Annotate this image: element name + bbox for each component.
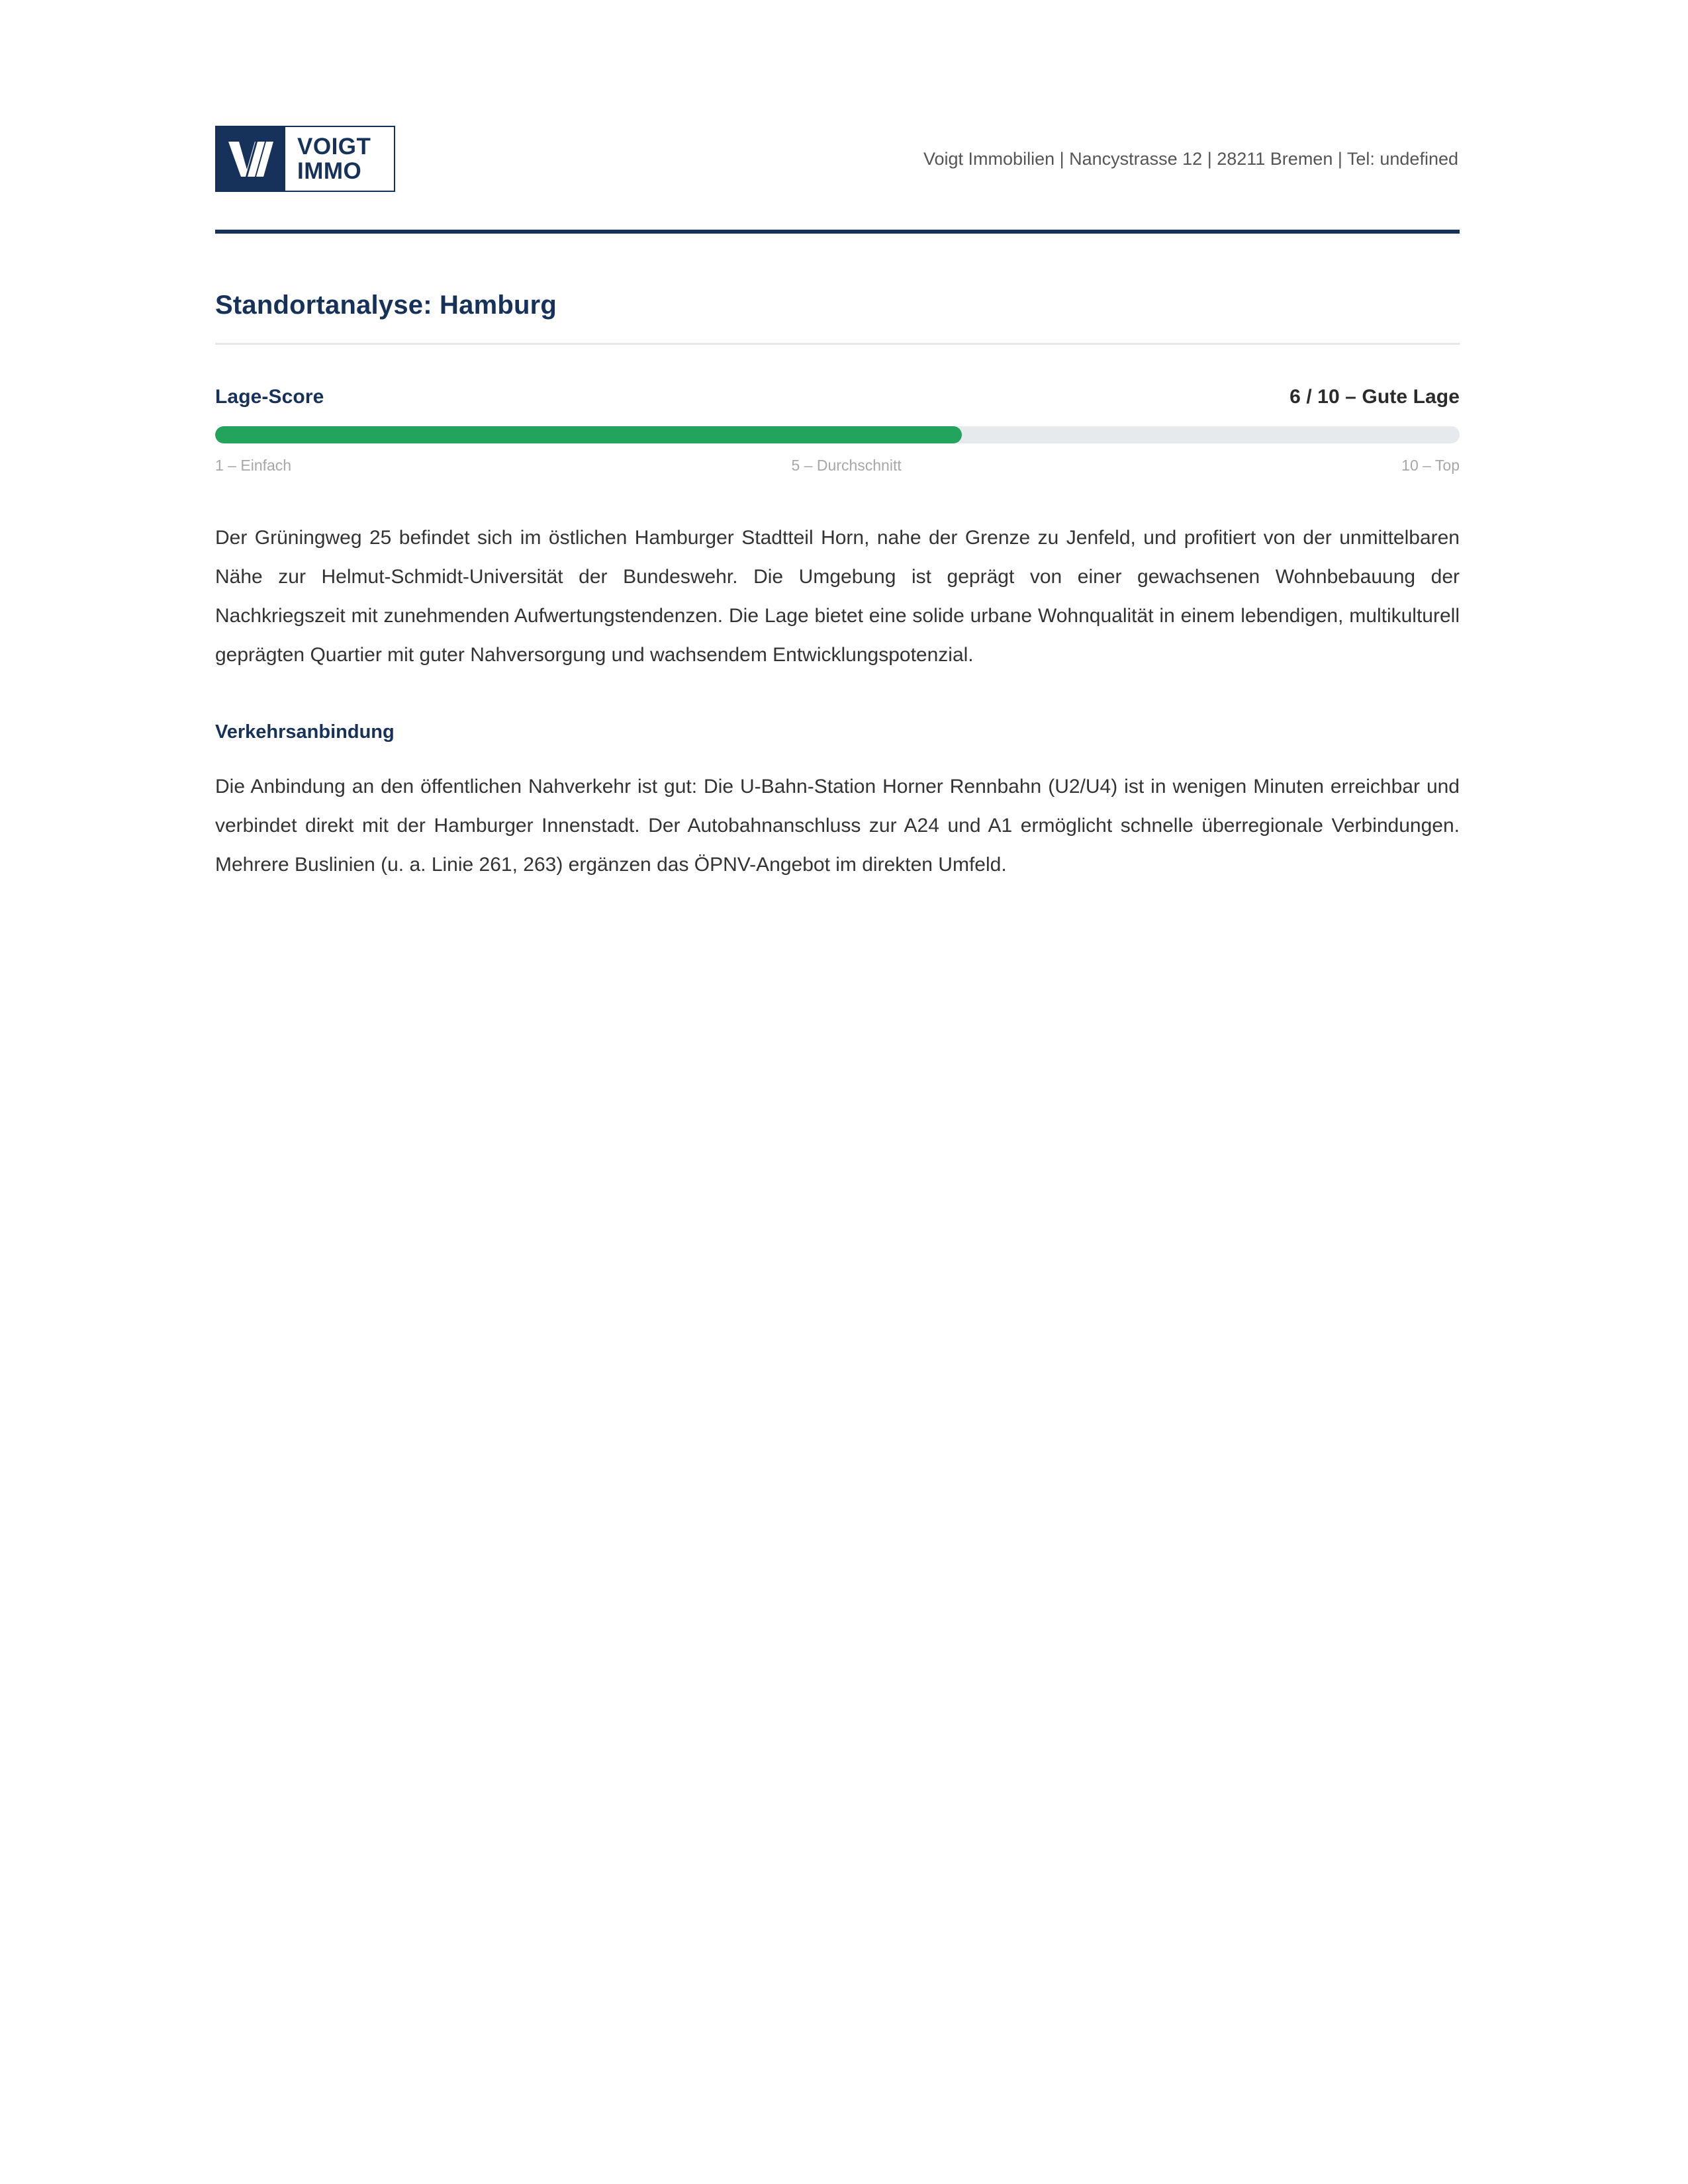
document-header bbox=[215, 0, 1460, 195]
header-contact-info: Voigt Immobilien | Nancystrasse 12 | 28211 Bremen | Tel: undefined bbox=[923, 149, 1458, 169]
intro-paragraph: Der Grüningweg 25 befindet sich im östlichen Hamburger Stadtteil Horn, nahe der Grenze zu Jenfeld, und profitiert von der unmittelbaren Nähe zur Helmut-Schmidt-Universität der Bundeswehr. Die Umgebung ist geprägt von einer gewachsenen Wohnbebauung der Nachkriegszeit mit zunehmenden Aufwertungstendenzen. Die Lage bietet eine solide urbane Wohnqualität in einem lebendigen, multikulturell geprägten Quartier mit guter Nahversorgung und wachsendem Entwicklungspotenzial. bbox=[215, 527, 1460, 666]
voigt-v-slash-icon bbox=[216, 127, 285, 191]
page-content bbox=[215, 0, 1460, 904]
logo-line-voigt: VOIGT bbox=[297, 134, 371, 159]
title-divider bbox=[215, 343, 1460, 345]
scale-label-low: 1 – Einfach bbox=[215, 457, 292, 474]
logo-wordmark bbox=[285, 127, 394, 191]
scale-label-mid: 5 – Durchschnitt bbox=[791, 457, 902, 474]
company-logo bbox=[215, 126, 395, 192]
score-header-row bbox=[215, 386, 1460, 408]
page-title: Standortanalyse: Hamburg bbox=[215, 291, 557, 320]
score-progress-bar bbox=[215, 426, 1460, 443]
score-progress-fill bbox=[215, 426, 962, 443]
scale-label-high: 10 – Top bbox=[1401, 457, 1460, 474]
score-scale-labels bbox=[215, 457, 1460, 475]
header-divider bbox=[215, 230, 1460, 234]
score-label: Lage-Score bbox=[215, 386, 324, 408]
transit-paragraph: Die Anbindung an den öffentlichen Nahverkehr ist gut: Die U-Bahn-Station Horner Rennbahn (U2/U4) ist in wenigen Minuten erreichbar und verbindet direkt mit der Hamburger Innenstadt. Der Autobahnanschluss zur A24 und A1 ermöglicht schnelle überregionale Verbindungen. Mehrere Buslinien (u. a. Linie 261, 263) ergänzen das ÖPNV-Angebot im direkten Umfeld. bbox=[215, 776, 1460, 876]
logo-line-immo: IMMO bbox=[297, 158, 362, 184]
section-heading-verkehrsanbindung: Verkehrsanbindung bbox=[215, 721, 395, 743]
score-value: 6 / 10 – Gute Lage bbox=[1289, 386, 1460, 408]
